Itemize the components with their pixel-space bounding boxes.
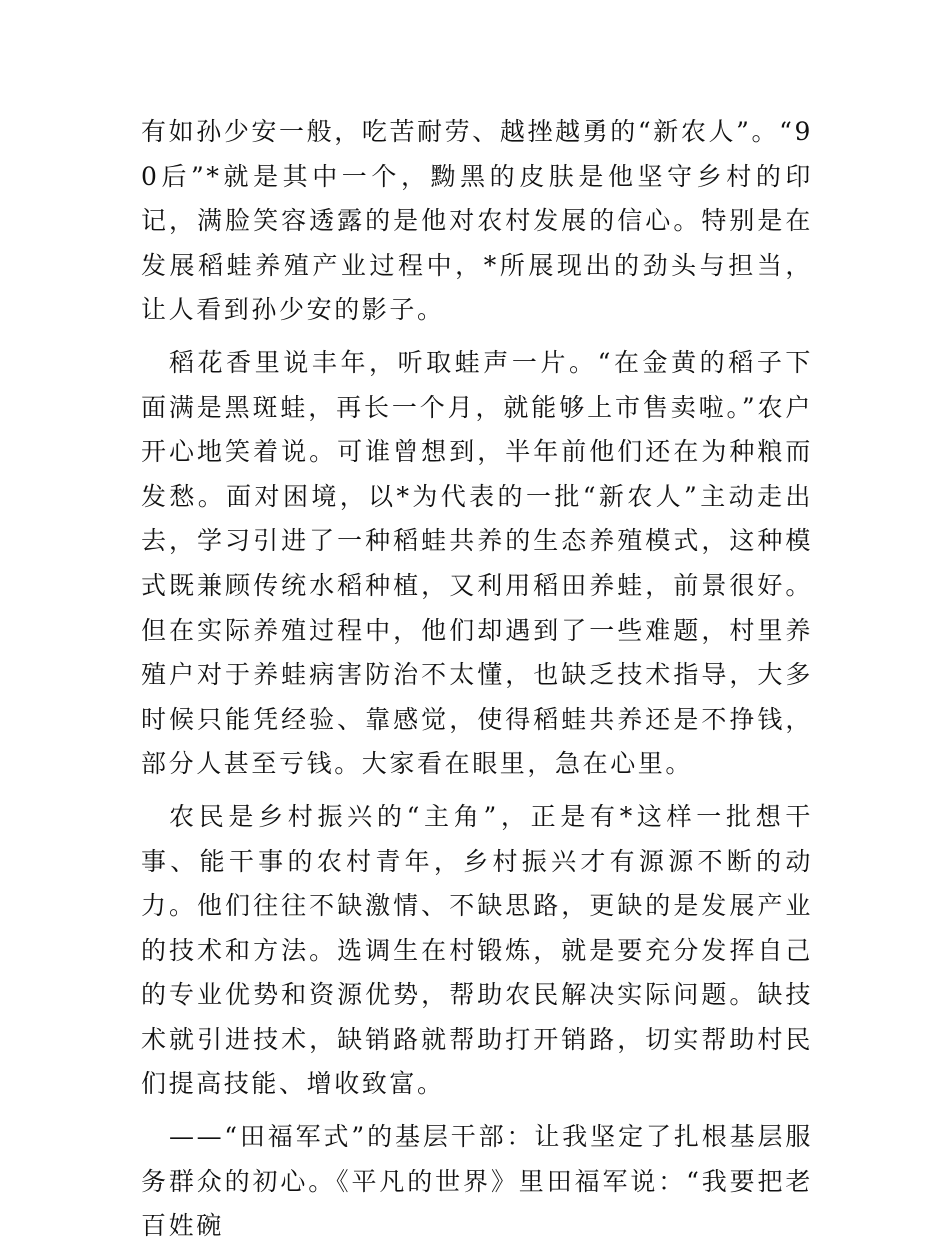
paragraph-1: 有如孙少安一般，吃苦耐劳、越挫越勇的“新农人”。“90后”*就是其中一个，黝黑的皮肤是他坚守乡村的印记，满脸笑容透露的是他对农村发展的信心。特别是在发展稻蛙养殖产业过程中，*所展现出的劲头与担当，让人看到孙少安的影子。	[141, 117, 813, 325]
document-body	[141, 110, 813, 1249]
paragraph-4: ——“田福军式”的基层干部：让我坚定了扎根基层服务群众的初心。《平凡的世界》里田福军说：“我要把老百姓碗	[141, 1122, 813, 1241]
paragraph-3: 农民是乡村振兴的“主角”，正是有*这样一批想干事、能干事的农村青年，乡村振兴才有源源不断的动力。他们往往不缺激情、不缺思路，更缺的是发展产业的技术和方法。选调生在村锻炼，就是要充分发挥自己的专业优势和资源优势，帮助农民解决实际问题。缺技术就引进技术，缺销路就帮助打开销路，切实帮助村民们提高技能、增收致富。	[141, 801, 813, 1099]
paragraph-2: 稻花香里说丰年，听取蛙声一片。“在金黄的稻子下面满是黑斑蛙，再长一个月，就能够上市售卖啦。”农户开心地笑着说。可谁曾想到，半年前他们还在为种粮而发愁。面对困境，以*为代表的一批“新农人”主动走出去，学习引进了一种稻蛙共养的生态养殖模式，这种模式既兼顾传统水稻种植，又利用稻田养蛙，前景很好。但在实际养殖过程中，他们却遇到了一些难题，村里养殖户对于养蛙病害防治不太懂，也缺乏技术指导，大多时候只能凭经验、靠感觉，使得稻蛙共养还是不挣钱，部分人甚至亏钱。大家看在眼里，急在心里。	[141, 347, 813, 779]
